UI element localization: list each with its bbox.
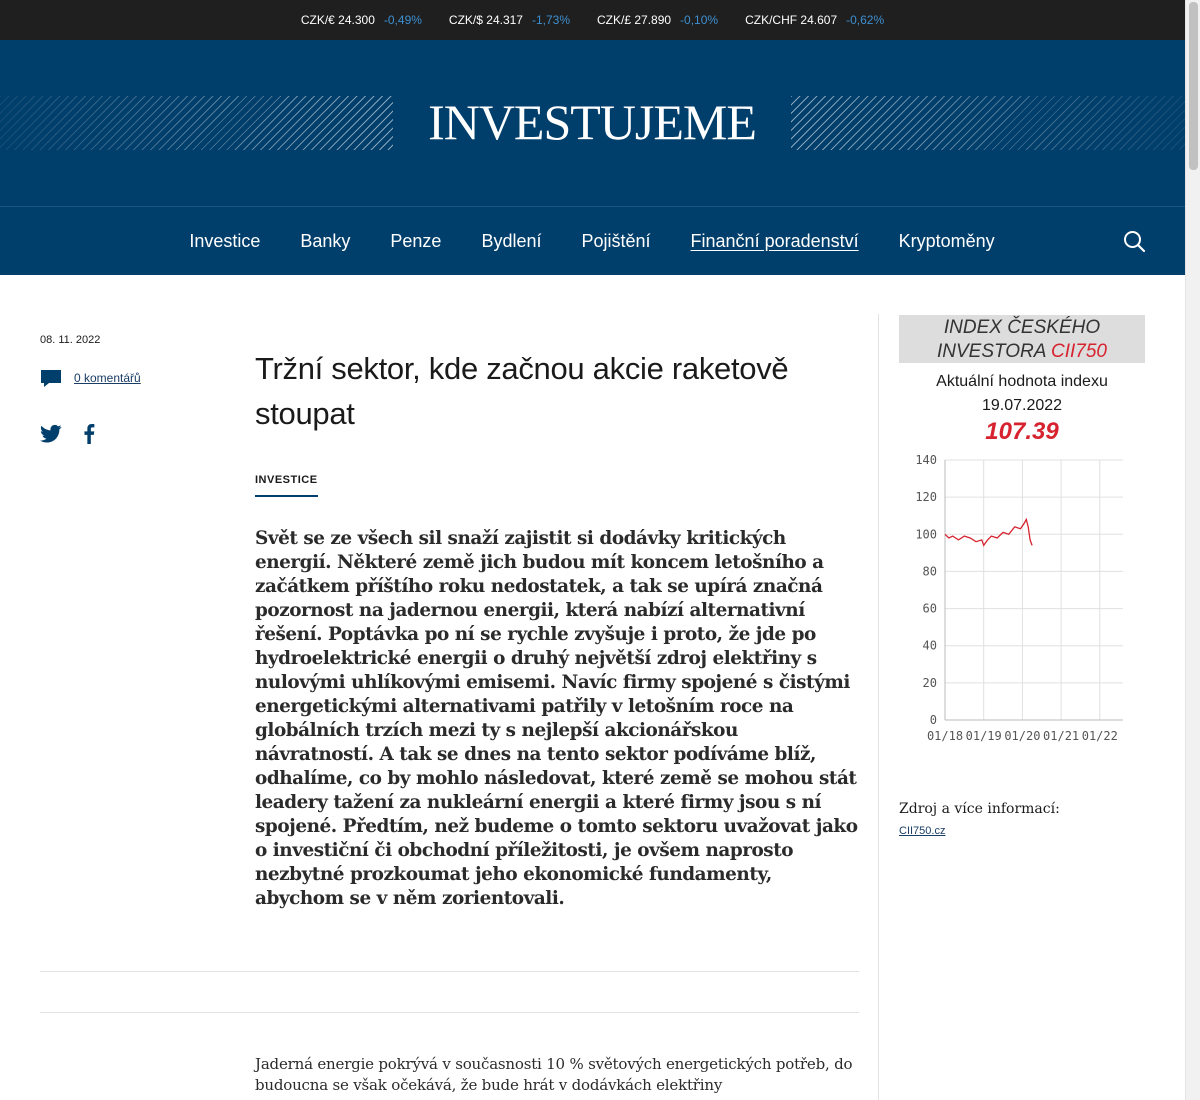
nav-item-banky[interactable]: Banky xyxy=(300,231,351,251)
ticker-change: -1,73% xyxy=(531,13,570,27)
site-logo[interactable]: INVESTUJEME xyxy=(428,94,756,150)
search-icon[interactable] xyxy=(1122,229,1146,253)
masthead xyxy=(0,40,1185,206)
nav-item-penze[interactable]: Penze xyxy=(390,231,442,251)
index-date: 19.07.2022 xyxy=(981,397,1063,414)
x-tick-label: 01/19 xyxy=(965,729,1002,743)
source-label: Zdroj a více informací: xyxy=(899,801,1060,817)
twitter-icon[interactable] xyxy=(40,424,62,444)
article-date: 08. 11. 2022 xyxy=(40,334,101,346)
ticker-pair: CZK/€ 24.300 xyxy=(300,13,375,27)
y-tick-label: 20 xyxy=(922,675,937,690)
x-tick-label: 01/18 xyxy=(926,729,964,743)
x-tick-label: 01/22 xyxy=(1081,729,1118,743)
index-widget-title xyxy=(899,315,1145,363)
ticker-change: -0,10% xyxy=(680,13,719,27)
comments-link[interactable]: 0 komentářů xyxy=(74,371,141,385)
ticker-item-gbp xyxy=(597,13,718,27)
article-lead: Svět se ze všech sil snaží zajistit si dodávky kritických energií. Některé země jich budou mít koncem letošního a začátkem příštího roku nedostatek, a tak se upírá značná pozornost na jadernou energii, která nabízí alternativní řešení. Poptávka po ní se rychle zvyšuje i proto, že jde po hydroelektrické energii o druhý největší zdroj elektřiny s nulovými uhlíkovými emisemi. Navíc firmy spojené s čistými energetickými alternativami patřily v letošním roce na globálních trzích mezi ty s nejlepší akcionářskou návratností. A tak se dnes na tento sektor podíváme blíž, odhalíme, co by mohlo následovat, které země se mohou stát leadery tažení za nukleární energii a které firmy jsou s ní spojené. Předtím, než budeme o tomto sektoru uvažovat jako o investiční či obchodní příležitosti, je ovšem naprosto nezbytné prozkoumat jeho ekonomické fundamenty, abychom se v něm zorientovali. xyxy=(255,528,858,909)
y-tick-label: 120 xyxy=(915,490,937,505)
x-tick-label: 01/20 xyxy=(1004,729,1041,743)
index-series-line xyxy=(945,519,1032,545)
article-body: Jaderná energie pokrývá v současnosti 10 % světových energetických potřeb, do budoucna se však očekává, že bude hrát v dodávkách elektřiny xyxy=(255,1055,853,1094)
sidebar-divider xyxy=(878,314,879,1100)
y-tick-label: 60 xyxy=(922,601,937,616)
nav-item-financni-poradenstvi[interactable]: Finanční poradenství xyxy=(690,231,859,251)
nav-item-pojisteni[interactable]: Pojištění xyxy=(581,231,651,251)
main-nav xyxy=(0,206,1185,275)
article-category[interactable]: INVESTICE xyxy=(255,474,318,497)
source-link[interactable]: CII750.cz xyxy=(899,825,946,837)
page-scrollbar[interactable] xyxy=(1185,0,1200,1100)
widget-title-text: INVESTORA xyxy=(936,341,1046,362)
ticker-item-usd xyxy=(449,13,570,27)
widget-title-line2 xyxy=(899,340,1145,364)
index-value: 107.39 xyxy=(985,418,1059,445)
y-tick-label: 0 xyxy=(929,713,937,727)
share-buttons xyxy=(40,424,96,444)
widget-title-accent: CII750 xyxy=(1051,341,1107,362)
ticker-pair: CZK/$ 24.317 xyxy=(448,13,523,27)
article-title: Tržní sektor, kde začnou akcie raketově stoupat xyxy=(255,351,789,431)
y-tick-label: 40 xyxy=(922,638,937,653)
ticker-item-chf xyxy=(745,13,884,27)
x-tick-label: 01/21 xyxy=(1043,729,1080,743)
divider xyxy=(40,1012,859,1013)
nav-item-kryptomeny[interactable]: Kryptoměny xyxy=(898,231,995,251)
decorative-hatch-left xyxy=(0,96,393,150)
y-tick-label: 80 xyxy=(922,564,937,579)
divider xyxy=(40,971,859,972)
comment-icon[interactable] xyxy=(40,368,62,388)
ticker-pair: CZK/£ 27.890 xyxy=(597,13,672,27)
y-tick-label: 140 xyxy=(915,453,937,467)
ticker-change: -0,62% xyxy=(846,13,885,27)
decorative-hatch-right xyxy=(791,96,1185,150)
facebook-icon[interactable] xyxy=(82,424,96,444)
nav-item-bydleni[interactable]: Bydlení xyxy=(481,231,542,251)
ticker-change: -0,49% xyxy=(383,13,422,27)
nav-item-investice[interactable]: Investice xyxy=(189,231,261,251)
index-subtitle: Aktuální hodnota indexu xyxy=(936,373,1108,390)
index-line-chart xyxy=(899,450,1145,750)
ticker-item-eur xyxy=(301,13,422,27)
comments-row xyxy=(40,368,141,388)
currency-ticker xyxy=(0,0,1185,40)
widget-title-line1: INDEX ČESKÉHO xyxy=(943,317,1101,338)
y-tick-label: 100 xyxy=(915,527,937,542)
ticker-pair: CZK/CHF 24.607 xyxy=(745,13,838,27)
scrollbar-thumb[interactable] xyxy=(1189,2,1198,170)
